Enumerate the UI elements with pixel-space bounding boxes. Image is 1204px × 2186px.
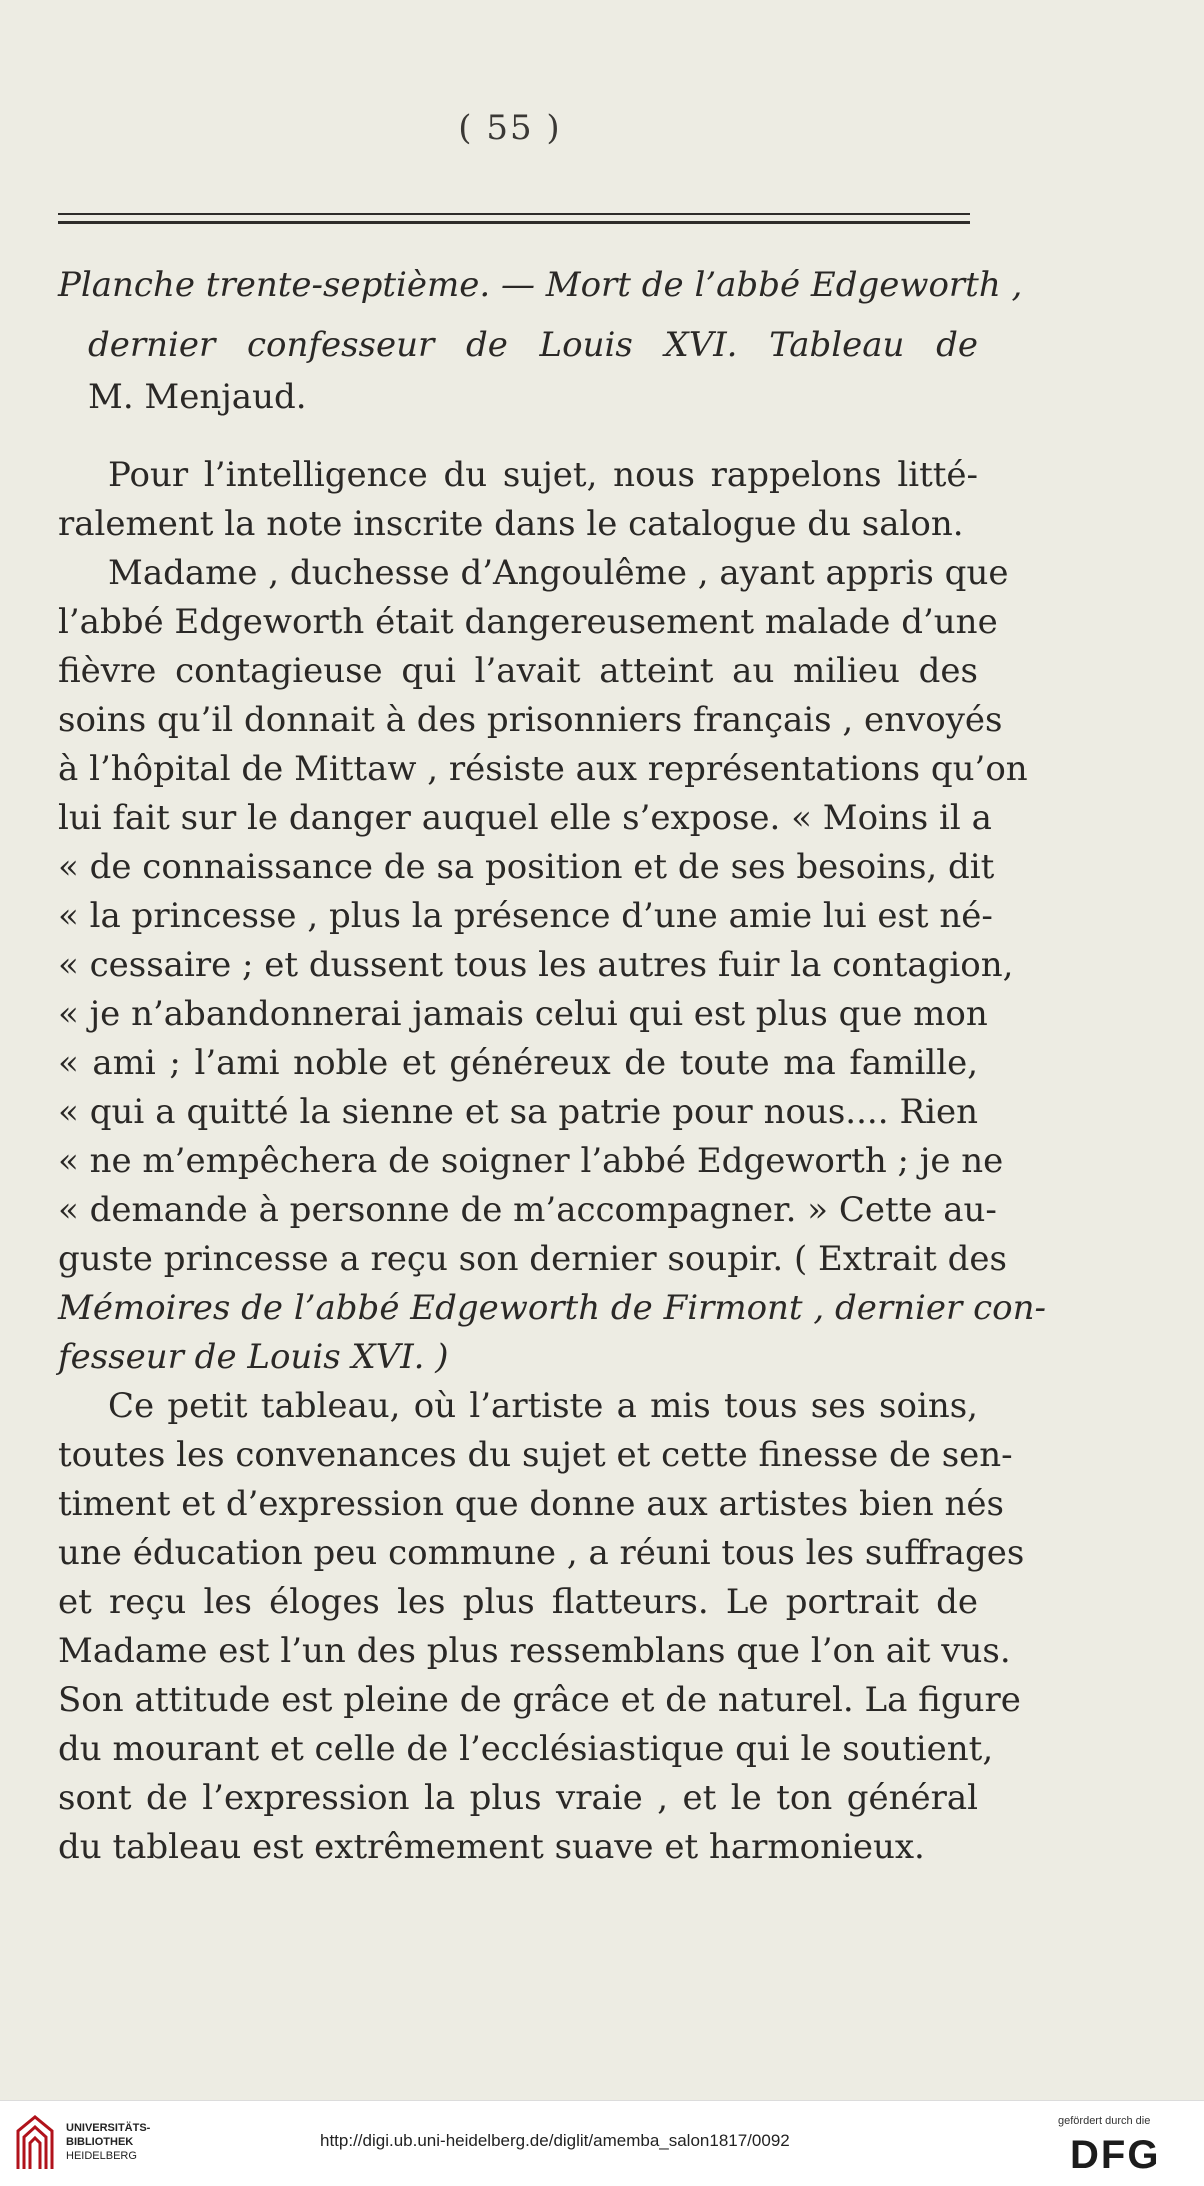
viewer-footer: [0, 2100, 1204, 2186]
page-number: ( 55 ): [458, 108, 562, 148]
university-logo-icon: [14, 2113, 56, 2173]
text-line: sont de l’expression la plus vraie , et le ton général: [58, 1778, 978, 1818]
text-line: dernier confesseur de Louis XVI. Tableau de: [88, 325, 978, 365]
text-line: Mémoires de l’abbé Edgeworth de Firmont , dernier con-: [58, 1288, 1047, 1328]
header-rule-thick: [58, 221, 970, 224]
text-line: timent et d’expression que donne aux artistes bien nés: [58, 1484, 1004, 1524]
text-line: Planche trente-septième. — Mort de l’abbé Edgeworth ,: [58, 265, 1023, 305]
permalink-url[interactable]: http://digi.ub.uni-heidelberg.de/diglit/amemba_salon1817/0092: [320, 2131, 790, 2150]
text-line: « je n’abandonnerai jamais celui qui est plus que mon: [58, 994, 988, 1034]
text-line: Son attitude est pleine de grâce et de naturel. La figure: [58, 1680, 1021, 1720]
text-line: du tableau est extrêmement suave et harmonieux.: [58, 1827, 925, 1867]
text-line: guste princesse a reçu son dernier soupir. ( Extrait des: [58, 1239, 1007, 1279]
text-line: Ce petit tableau, où l’artiste a mis tous ses soins,: [108, 1386, 978, 1426]
text-line: Madame est l’un des plus ressemblans que l’on ait vus.: [58, 1631, 1011, 1671]
library-name: UNIVERSITÄTS- BIBLIOTHEK HEIDELBERG: [66, 2122, 151, 2162]
text-line: du mourant et celle de l’ecclésiastique qui le soutient,: [58, 1729, 994, 1769]
funding-note: gefördert durch die: [1058, 2115, 1151, 2127]
text-line: ralement la note inscrite dans le catalogue du salon.: [58, 504, 964, 544]
dfg-logo: DFG: [1070, 2133, 1161, 2177]
text-line: « de connaissance de sa position et de ses besoins, dit: [58, 847, 995, 887]
text-line: l’abbé Edgeworth était dangereusement malade d’une: [58, 602, 998, 642]
text-line: « ne m’empêchera de soigner l’abbé Edgeworth ; je ne: [58, 1141, 1004, 1181]
text-line: Madame , duchesse d’Angoulême , ayant appris que: [108, 553, 1009, 593]
text-line: M. Menjaud.: [88, 377, 307, 417]
text-line: une éducation peu commune , a réuni tous les suffrages: [58, 1533, 1025, 1573]
text-line: « ami ; l’ami noble et généreux de toute ma famille,: [58, 1043, 978, 1083]
text-line: « demande à personne de m’accompagner. » Cette au-: [58, 1190, 997, 1230]
text-line: fièvre contagieuse qui l’avait atteint au milieu des: [58, 651, 978, 691]
text-line: « cessaire ; et dussent tous les autres fuir la contagion,: [58, 945, 1014, 985]
text-line: fesseur de Louis XVI. ): [58, 1337, 449, 1377]
text-line: Pour l’intelligence du sujet, nous rappelons litté-: [108, 455, 978, 495]
text-line: à l’hôpital de Mittaw , résiste aux représentations qu’on: [58, 749, 1028, 789]
text-line: « qui a quitté la sienne et sa patrie pour nous.... Rien: [58, 1092, 978, 1132]
header-rule-thin: [58, 213, 970, 215]
text-line: soins qu’il donnait à des prisonniers français , envoyés: [58, 700, 1003, 740]
text-line: « la princesse , plus la présence d’une amie lui est né-: [58, 896, 993, 936]
text-line: lui fait sur le danger auquel elle s’expose. « Moins il a: [58, 798, 992, 838]
text-line: toutes les convenances du sujet et cette finesse de sen-: [58, 1435, 1013, 1475]
text-line: et reçu les éloges les plus flatteurs. Le portrait de: [58, 1582, 978, 1622]
